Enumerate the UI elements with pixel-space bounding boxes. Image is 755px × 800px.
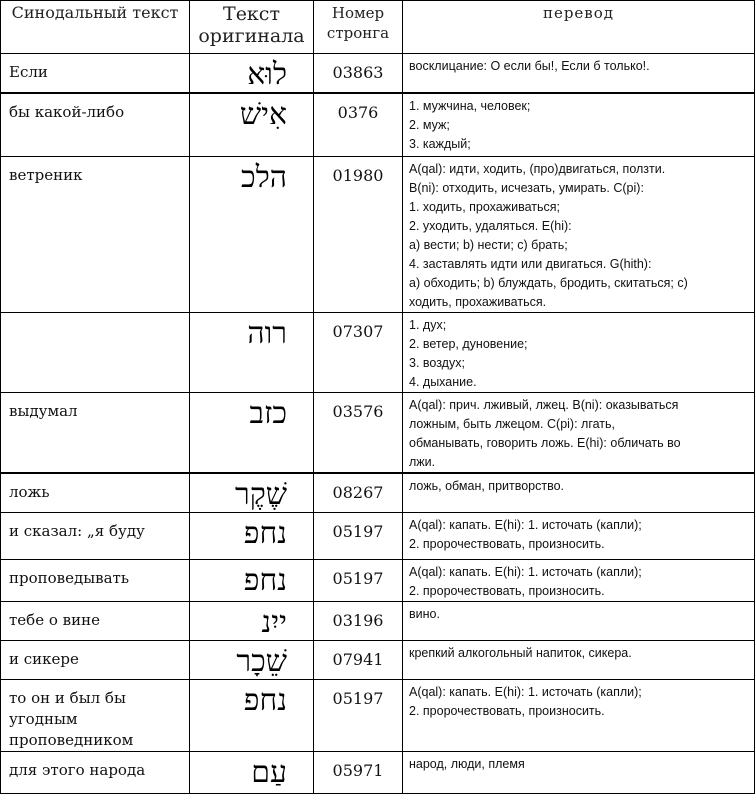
synodal-text-cell: и сказал: „я буду <box>1 512 190 559</box>
strong-number-cell: 05197 <box>314 559 403 601</box>
original-hebrew-cell: אִישׁ <box>190 93 314 156</box>
translation-line: народ, люди, племя <box>409 756 525 771</box>
translation-line: ложным, быть лжецом. C(pi): лгать, <box>409 416 615 431</box>
strong-number-cell: 01980 <box>314 156 403 312</box>
synodal-text-cell: бы какой-либо <box>1 93 190 156</box>
table-row <box>1 512 755 559</box>
table-row <box>1 640 755 679</box>
translation-cell <box>403 512 755 559</box>
table-row <box>1 156 755 312</box>
translation-cell <box>403 54 755 94</box>
translation-cell <box>403 751 755 793</box>
original-hebrew-cell: כזב <box>190 392 314 473</box>
strong-number-cell: 03196 <box>314 601 403 640</box>
table-row <box>1 93 755 156</box>
translation-line: B(ni): отходить, исчезать, умирать. C(pi): <box>409 180 644 195</box>
strong-number-cell: 05197 <box>314 679 403 751</box>
original-hebrew-cell: שֶׁקֶר <box>190 473 314 513</box>
strong-number-cell: 08267 <box>314 473 403 513</box>
translation-line: лжи. <box>409 454 436 469</box>
strong-number-cell: 05971 <box>314 751 403 793</box>
header-strong: Номер стронга <box>314 1 403 54</box>
synodal-text-cell: для этого народа <box>1 751 190 793</box>
original-hebrew-cell: רוה <box>190 312 314 392</box>
synodal-text-cell: проповедывать <box>1 559 190 601</box>
synodal-text-cell: ложь <box>1 473 190 513</box>
original-hebrew-cell: נחפ <box>190 512 314 559</box>
translation-line: 4. дыхание. <box>409 374 477 389</box>
translation-line: 2. уходить, удаляться. E(hi): <box>409 218 572 233</box>
translation-line: A(qal): капать. E(hi): 1. источать (капли); <box>409 564 642 579</box>
translation-cell <box>403 156 755 312</box>
translation-line: 3. воздух; <box>409 355 465 370</box>
table-row <box>1 473 755 513</box>
translation-cell <box>403 601 755 640</box>
original-hebrew-cell: עַם <box>190 751 314 793</box>
translation-cell <box>403 473 755 513</box>
translation-line: 2. пророчествовать, произносить. <box>409 703 605 718</box>
table-row <box>1 559 755 601</box>
original-hebrew-cell: נחפ <box>190 679 314 751</box>
translation-cell <box>403 392 755 473</box>
table-row <box>1 392 755 473</box>
header-synodal: Синодальный текст <box>1 1 190 54</box>
synodal-text-cell: Если <box>1 54 190 94</box>
translation-line: A(qal): капать. E(hi): 1. источать (капли); <box>409 684 642 699</box>
translation-line: A(qal): прич. лживый, лжец. B(ni): оказываться <box>409 397 679 412</box>
translation-line: обманывать, говорить ложь. E(hi): обличать во <box>409 435 681 450</box>
strong-number-cell: 03863 <box>314 54 403 94</box>
translation-line: 2. муж; <box>409 118 450 132</box>
table-row <box>1 312 755 392</box>
original-hebrew-cell: לוּא <box>190 54 314 94</box>
original-hebrew-cell: נחפ <box>190 559 314 601</box>
translation-cell <box>403 640 755 679</box>
header-translation: перевод <box>403 1 755 54</box>
table-row <box>1 679 755 751</box>
synodal-text-cell: тебе о вине <box>1 601 190 640</box>
translation-line: ложь, обман, притворство. <box>409 478 565 493</box>
translation-line: ходить, прохаживаться. <box>409 294 547 309</box>
original-hebrew-cell: שֵׁכָר <box>190 640 314 679</box>
synodal-text-cell <box>1 312 190 392</box>
translation-line: крепкий алкогольный напиток, сикера. <box>409 645 632 660</box>
table-header-row <box>1 1 755 54</box>
table-row <box>1 54 755 94</box>
strong-number-cell: 07941 <box>314 640 403 679</box>
strong-number-cell: 05197 <box>314 512 403 559</box>
strong-number-cell: 03576 <box>314 392 403 473</box>
translation-line: вино. <box>409 606 440 621</box>
translation-cell <box>403 312 755 392</box>
translation-line: A(qal): идти, ходить, (про)двигаться, ползти. <box>409 161 666 176</box>
table-row <box>1 751 755 793</box>
translation-line: 2. пророчествовать, произносить. <box>409 536 605 551</box>
translation-line: а) обходить; b) блуждать, бродить, скитаться; c) <box>409 275 688 290</box>
translation-line: 2. ветер, дуновение; <box>409 336 528 351</box>
translation-cell <box>403 559 755 601</box>
translation-line: A(qal): капать. E(hi): 1. источать (капли); <box>409 517 642 532</box>
translation-line: 3. каждый; <box>409 137 471 151</box>
translation-line: 1. дух; <box>409 317 447 332</box>
synodal-text-cell: то он и был бы угодным проповедником <box>1 679 190 751</box>
synodal-text-cell: выдумал <box>1 392 190 473</box>
translation-line: а) вести; b) нести; c) брать; <box>409 237 568 252</box>
table-row <box>1 601 755 640</box>
translation-line: 1. мужчина, человек; <box>409 99 531 113</box>
synodal-text-cell: и сикере <box>1 640 190 679</box>
original-hebrew-cell: ייִנ <box>190 601 314 640</box>
original-hebrew-cell: הלכ <box>190 156 314 312</box>
strong-number-cell: 07307 <box>314 312 403 392</box>
translation-cell <box>403 679 755 751</box>
translation-line: восклицание: О если бы!, Если б только!. <box>409 59 650 73</box>
translation-line: 2. пророчествовать, произносить. <box>409 583 605 598</box>
synodal-text-cell: ветреник <box>1 156 190 312</box>
header-original: Текст оригинала <box>190 1 314 54</box>
table-body <box>1 54 755 794</box>
translation-line: 4. заставлять идти или двигаться. G(hith): <box>409 256 652 271</box>
translation-cell <box>403 93 755 156</box>
translation-line: 1. ходить, прохаживаться; <box>409 199 560 214</box>
strong-number-cell: 0376 <box>314 93 403 156</box>
